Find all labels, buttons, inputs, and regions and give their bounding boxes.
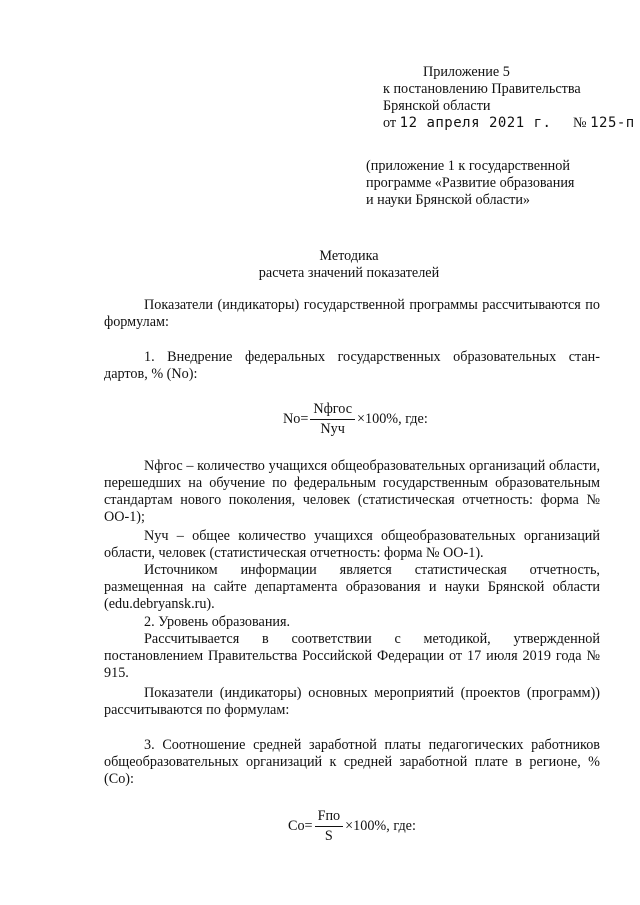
formula-co-lhs: Со= (288, 818, 313, 834)
source-word: информации (240, 562, 317, 578)
formula-co-denominator: S (324, 828, 333, 844)
formula-no-numerator: Nфгос (310, 401, 355, 420)
source-word: статистическая (414, 562, 507, 578)
formula-no-denominator: Nуч (320, 421, 345, 437)
item2-heading: 2. Уровень образования. (144, 614, 291, 630)
number-label: № (573, 115, 587, 131)
formula-co-numerator: Fпо (315, 808, 344, 827)
annex-line-2: программе «Развитие образования (366, 175, 575, 191)
annex-number: Приложение 5 (423, 64, 510, 80)
intro2-paragraph: Показатели (индикаторы) основных мероприятий (проектов (программ)) рассчитываются по формулам: (104, 685, 600, 718)
formula-no (283, 401, 428, 438)
resolution-date: 12 апреля 2021 г. (399, 115, 552, 131)
definition-nuch: Nуч – общее количество учащихся общеобразовательных организаций области, человек (статистическая отчетность: форма № ОО-1). (104, 528, 600, 561)
formula-co-fraction (315, 808, 344, 845)
annex-line-1: (приложение 1 к государственной (366, 158, 570, 174)
data-source-rest: размещенная на сайте департамента образования и науки Брянской области (edu.debryansk.ru). (104, 579, 600, 612)
item1-heading (104, 349, 600, 383)
annex-reference (366, 158, 626, 209)
resolution-number: 125-п (590, 115, 635, 131)
data-source (104, 562, 600, 613)
source-word: является (339, 562, 392, 578)
region-name: Брянской области (383, 98, 491, 114)
title-line-1: Методика (319, 248, 379, 264)
item2-text: Рассчитывается в соответствии с методикой, утвержденной постановлением Правительства Российской Федерации от 17 июля 2019 года № 915. (104, 631, 600, 681)
document-title (0, 248, 640, 282)
document-header (383, 64, 633, 132)
definition-nfgos: Nфгос – количество учащихся общеобразовательных организаций области, перешедших на обучение по федеральным государственным образовательным стандартам нового поколения, человек (статистическая отчетность: форма № ОО-1); (104, 458, 600, 525)
formula-co-rhs: ×100%, где: (345, 818, 416, 834)
title-line-2: расчета значений показателей (258, 265, 440, 281)
formula-no-fraction (310, 401, 355, 438)
formula-no-lhs: No= (283, 411, 309, 427)
formula-co (288, 808, 416, 845)
data-source-line1 (104, 562, 600, 579)
formula-no-rhs: ×100%, где: (357, 411, 428, 427)
intro-paragraph: Показатели (индикаторы) государственной программы рассчитываются по формулам: (104, 297, 600, 330)
item1-heading-line1: 1. Внедрение федеральных государственных образовательных стан- (144, 349, 600, 365)
resolution-date-line (383, 115, 633, 132)
source-word: Источником (144, 562, 218, 578)
annex-line-3: и науки Брянской области» (366, 192, 531, 208)
resolution-ref: к постановлению Правительства (383, 81, 581, 97)
source-word: отчетность, (529, 562, 600, 578)
item1-heading-line2: дартов, % (No): (104, 366, 198, 382)
item3-heading: 3. Соотношение средней заработной платы педагогических работников общеобразовательных организаций к средней заработной плате в регионе, % (Со): (104, 737, 600, 787)
date-prefix: от (383, 115, 397, 131)
